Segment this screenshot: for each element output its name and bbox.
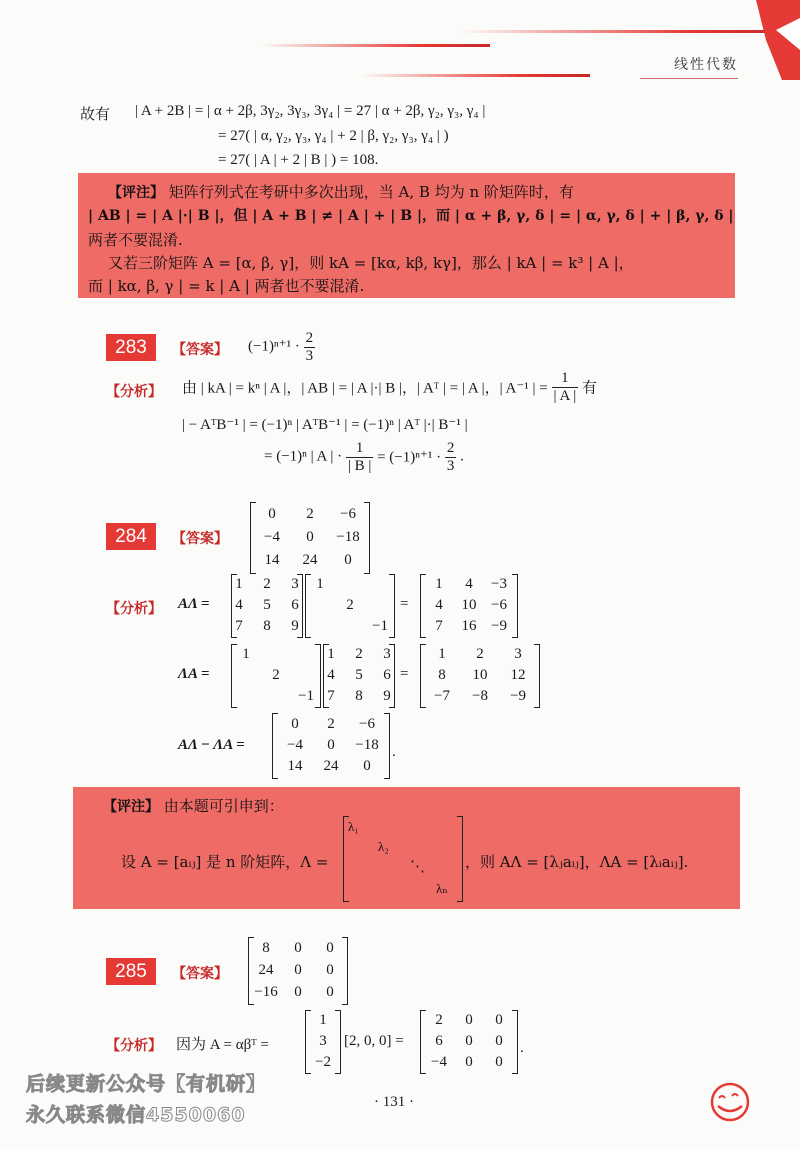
matrix xyxy=(231,645,321,707)
matrix xyxy=(272,714,390,778)
mascot-icon xyxy=(706,1080,756,1124)
matrix-cell: 14 xyxy=(287,758,303,775)
matrix-cell: 1 xyxy=(235,576,243,593)
matrix-cell: −1 xyxy=(298,687,314,704)
matrix-cell: −6 xyxy=(491,597,507,613)
matrix-cell: 2 xyxy=(435,1012,443,1029)
matrix-cell: 0 xyxy=(465,1012,473,1029)
matrix-cell: 3 xyxy=(514,646,522,663)
matrix-cell: 0 xyxy=(495,1033,503,1049)
corner-arrow-icon xyxy=(736,0,800,80)
comment-line: | AB | = | A |·| B |，但 | A + B | ≠ | A | + | B |，而 | α + β, γ, δ | = | α, γ, δ | + | β, γ, δ | xyxy=(88,208,734,224)
matrix-cell: 10 xyxy=(472,667,488,683)
matrix-cell: 0 xyxy=(465,1033,473,1049)
intro-line-1: | A + 2B | = | α + 2β, 3γ₂, 3γ₃, 3γ₄ | = 27 | α + 2β, γ₂, γ₃, γ₄ | xyxy=(135,103,486,119)
period: . xyxy=(392,744,396,760)
analysis-tag: 【分析】 xyxy=(106,384,162,400)
matrix-cell: 8 xyxy=(263,617,271,634)
answer-tag: 【答案】 xyxy=(172,342,228,358)
matrix xyxy=(305,575,395,637)
matrix-cell: 8 xyxy=(438,667,446,683)
comment-line: 矩阵行列式在考研中多次出现，当 A, B 均为 n 阶矩阵时，有 xyxy=(168,183,574,201)
diagonal-matrix: λ₁ λ₂ ⋱ λₙ xyxy=(343,817,463,901)
analysis-line: [2, 0, 0] = xyxy=(344,1033,404,1049)
matrix-cell: 7 xyxy=(235,617,243,634)
matrix-cell: 0 xyxy=(495,1012,503,1029)
matrix-cell: −7 xyxy=(434,687,450,704)
equation-label: AΛ − ΛA = xyxy=(178,737,245,753)
matrix xyxy=(420,575,518,637)
matrix-cell: 5 xyxy=(355,667,363,683)
comment-line: 两者不要混淆. xyxy=(88,231,183,249)
question-number: 284 xyxy=(106,523,156,550)
comment-box-1 xyxy=(78,173,735,298)
page-number: · 131 · xyxy=(374,1094,414,1110)
matrix-cell: 9 xyxy=(291,617,299,634)
comment-line: 而 | kα, β, γ | = k | A | 两者也不要混淆. xyxy=(88,277,365,295)
analysis-line-2: | − AᵀB⁻¹ | = (−1)ⁿ | AᵀB⁻¹ | = (−1)ⁿ | Aᵀ |·| B⁻¹ | xyxy=(182,417,468,433)
matrix-cell: 2 xyxy=(327,715,335,732)
matrix-cell: 0 xyxy=(326,962,334,978)
matrix-cell: 9 xyxy=(383,687,391,704)
equals-sign: = xyxy=(400,666,409,682)
matrix-cell: 7 xyxy=(327,687,335,704)
matrix-cell: 16 xyxy=(461,617,477,634)
matrix-cell: 0 xyxy=(326,984,334,1000)
matrix-cell: 24 xyxy=(302,552,318,569)
matrix-cell: 1 xyxy=(327,646,335,663)
analysis-line-1: 由 | kA | = kⁿ | A |，| AB | = | A |·| B |，| Aᵀ | = | A |，| A⁻¹ | = $\frac{1}{| A |}$ 有 xyxy=(182,370,597,404)
matrix xyxy=(305,1011,341,1073)
matrix-cell: −16 xyxy=(254,984,278,1000)
matrix xyxy=(420,645,540,707)
matrix-cell: −18 xyxy=(355,737,379,753)
matrix-cell: 1 xyxy=(316,576,324,593)
matrix-cell: 3 xyxy=(319,1033,327,1049)
matrix-cell: −3 xyxy=(491,576,507,593)
matrix-cell: 1 xyxy=(319,1012,327,1029)
analysis-tag: 【分析】 xyxy=(106,1038,162,1054)
matrix-cell: 24 xyxy=(258,962,274,978)
header-stripe-2 xyxy=(260,44,490,47)
matrix-cell: 0 xyxy=(268,505,276,522)
intro-line-3: = 27( | A | + 2 | B | ) = 108. xyxy=(218,152,379,168)
matrix-cell: 0 xyxy=(326,940,334,956)
analysis-line: 因为 A = αβᵀ = xyxy=(176,1037,269,1053)
question-number: 285 xyxy=(106,958,156,985)
comment-line: 设 A = [aᵢⱼ] 是 n 阶矩阵，Λ = xyxy=(121,853,329,871)
matrix-cell: 0 xyxy=(363,758,371,775)
matrix-cell: −4 xyxy=(287,737,303,753)
question-number: 283 xyxy=(106,334,156,361)
matrix xyxy=(231,575,303,637)
matrix-cell: −18 xyxy=(336,529,360,545)
header-stripe-3 xyxy=(360,74,590,77)
matrix-cell: 2 xyxy=(272,667,280,683)
matrix-cell: −8 xyxy=(472,687,488,704)
equation-label: AΛ = xyxy=(178,596,210,612)
matrix-cell: 24 xyxy=(323,758,339,775)
matrix-cell: 6 xyxy=(291,597,299,613)
matrix-cell: 0 xyxy=(294,962,302,978)
header-title: 线性代数 xyxy=(674,57,738,73)
matrix-cell: 1 xyxy=(438,646,446,663)
matrix-cell: 4 xyxy=(465,576,473,593)
matrix-cell: 4 xyxy=(327,667,335,683)
matrix-cell: 12 xyxy=(510,667,526,683)
matrix-cell: 10 xyxy=(461,597,477,613)
matrix-cell: 4 xyxy=(435,597,443,613)
matrix-cell: 2 xyxy=(355,646,363,663)
matrix-cell: 1 xyxy=(435,576,443,593)
matrix-cell: 1 xyxy=(242,646,250,663)
matrix-cell: −4 xyxy=(264,529,280,545)
comment-tag: 【评注】 xyxy=(103,799,159,815)
matrix-cell: 14 xyxy=(264,552,280,569)
answer-tag: 【答案】 xyxy=(172,531,228,547)
matrix-cell: 6 xyxy=(383,667,391,683)
comment-tag: 【评注】 xyxy=(108,185,164,201)
matrix-cell: 8 xyxy=(355,687,363,704)
matrix-cell: 2 xyxy=(476,646,484,663)
answer-tag: 【答案】 xyxy=(172,966,228,982)
matrix-cell: 2 xyxy=(263,576,271,593)
intro-line-2: = 27( | α, γ₂, γ₃, γ₄ | + 2 | β, γ₂, γ₃, γ₄ | ) xyxy=(218,128,449,144)
matrix-cell: 0 xyxy=(465,1053,473,1070)
analysis-tag: 【分析】 xyxy=(106,601,162,617)
matrix xyxy=(420,1011,518,1073)
matrix-cell: −4 xyxy=(431,1053,447,1070)
matrix-cell: −6 xyxy=(340,505,356,522)
matrix-cell: −1 xyxy=(372,617,388,634)
comment-line: ，则 AΛ = [λⱼaᵢⱼ]，ΛA = [λᵢaᵢⱼ]. xyxy=(465,853,689,871)
matrix-cell: 0 xyxy=(344,552,352,569)
matrix-cell: 0 xyxy=(294,940,302,956)
matrix-cell: 0 xyxy=(294,984,302,1000)
matrix-cell: 3 xyxy=(383,646,391,663)
matrix-cell: 2 xyxy=(306,505,314,522)
watermark-line-1: 后续更新公众号【有机研】 xyxy=(26,1073,267,1095)
comment-line: 又若三阶矩阵 A = [α, β, γ]，则 kA = [kα, kβ, kγ]，那么 | kA | = k³ | A |， xyxy=(108,254,634,272)
matrix-cell: 0 xyxy=(327,737,335,753)
comment-line: 由本题可引申到： xyxy=(163,797,284,815)
watermark-line-2: 永久联系微信4550060 xyxy=(26,1104,246,1126)
matrix-cell: −2 xyxy=(315,1053,331,1070)
equation-label: ΛA = xyxy=(178,666,210,682)
matrix xyxy=(250,503,370,573)
comment-box-2 xyxy=(73,787,740,909)
matrix-cell: 0 xyxy=(291,715,299,732)
matrix-cell: 2 xyxy=(346,597,354,613)
matrix-cell: 5 xyxy=(263,597,271,613)
matrix-cell: 8 xyxy=(262,940,270,956)
period: . xyxy=(520,1040,524,1056)
matrix-cell: −9 xyxy=(491,617,507,634)
answer-text: (−1)ⁿ⁺¹ · $\frac{2}{3}$ xyxy=(248,330,314,364)
matrix xyxy=(248,938,348,1004)
analysis-line-3: = (−1)ⁿ | A | · $\frac{1}{| B |}$ = (−1)ⁿ⁺¹ · $\frac{2}{3}$ . xyxy=(264,440,464,474)
intro-prefix: 故有 xyxy=(80,107,111,123)
matrix-cell: 7 xyxy=(435,617,443,634)
matrix-cell: 0 xyxy=(306,529,314,545)
matrix-cell: 6 xyxy=(435,1033,443,1049)
matrix-cell: −6 xyxy=(359,715,375,732)
matrix xyxy=(323,645,395,707)
header-rule xyxy=(640,78,738,79)
equals-sign: = xyxy=(400,596,409,612)
matrix-cell: −9 xyxy=(510,687,526,704)
matrix-cell: 0 xyxy=(495,1053,503,1070)
matrix-cell: 3 xyxy=(291,576,299,593)
matrix-cell: 4 xyxy=(235,597,243,613)
